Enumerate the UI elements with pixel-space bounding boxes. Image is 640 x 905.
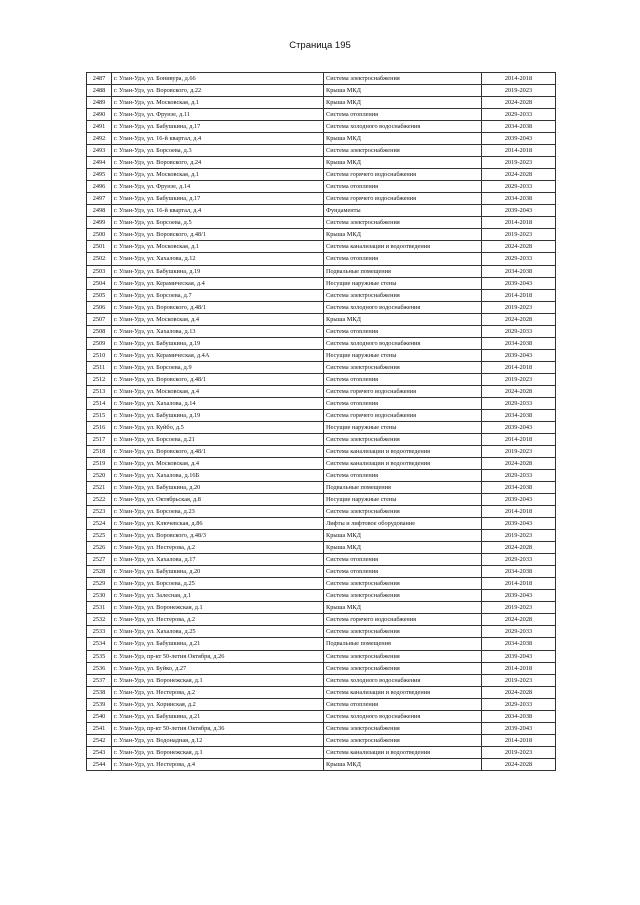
table-row (87, 445, 556, 457)
address-cell: г. Улан-Удэ, ул. Борсоева, д.25 (112, 578, 324, 590)
table-row (87, 530, 556, 542)
address-cell: г. Улан-Удэ, ул. Бабушкина, д.19 (112, 409, 324, 421)
repair-period-cell: 2024-2028 (482, 758, 556, 770)
building-system-cell: Система отопления (324, 253, 482, 265)
row-number-cell: 2500 (87, 229, 112, 241)
address-cell: г. Улан-Удэ, ул. Керамическая, д.4 (112, 277, 324, 289)
address-cell: г. Улан-Удэ, ул. Воровского, д.48/1 (112, 373, 324, 385)
row-number-cell: 2509 (87, 337, 112, 349)
address-cell: г. Улан-Удэ, ул. Бабушкина, д.20 (112, 482, 324, 494)
row-number-cell: 2531 (87, 602, 112, 614)
repair-period-cell: 2039-2043 (482, 277, 556, 289)
repair-period-cell: 2014-2018 (482, 734, 556, 746)
address-cell: г. Улан-Удэ, ул. Бабушкина, д.19 (112, 265, 324, 277)
row-number-cell: 2536 (87, 662, 112, 674)
building-system-cell: Лифты и лифтовое оборудование (324, 518, 482, 530)
row-number-cell: 2496 (87, 181, 112, 193)
row-number-cell: 2520 (87, 470, 112, 482)
building-system-cell: Несущие наружные стены (324, 494, 482, 506)
repair-period-cell: 2029-2033 (482, 181, 556, 193)
row-number-cell: 2510 (87, 349, 112, 361)
row-number-cell: 2527 (87, 554, 112, 566)
building-system-cell: Система отопления (324, 470, 482, 482)
repair-period-cell: 2039-2043 (482, 722, 556, 734)
row-number-cell: 2529 (87, 578, 112, 590)
address-cell: г. Улан-Удэ, ул. Московская, д.1 (112, 97, 324, 109)
row-number-cell: 2540 (87, 710, 112, 722)
repair-period-cell: 2034-2038 (482, 409, 556, 421)
repair-period-cell: 2014-2018 (482, 73, 556, 85)
building-system-cell: Система электроснабжения (324, 590, 482, 602)
table-row (87, 421, 556, 433)
table-row (87, 313, 556, 325)
table-row (87, 698, 556, 710)
building-system-cell: Крыша МКД (324, 85, 482, 97)
table-row (87, 614, 556, 626)
building-system-cell: Система электроснабжения (324, 662, 482, 674)
address-cell: г. Улан-Удэ, ул. Бабушкина, д.21 (112, 638, 324, 650)
address-cell: г. Улан-Удэ, ул. Московская, д.1 (112, 241, 324, 253)
address-cell: г. Улан-Удэ, ул. Водонадная, д.12 (112, 734, 324, 746)
row-number-cell: 2497 (87, 193, 112, 205)
table-row (87, 650, 556, 662)
row-number-cell: 2533 (87, 626, 112, 638)
address-cell: г. Улан-Удэ, ул. Борсоева, д.5 (112, 217, 324, 229)
table-row (87, 241, 556, 253)
building-system-cell: Система электроснабжения (324, 433, 482, 445)
address-cell: г. Улан-Удэ, ул. Залесная, д.1 (112, 590, 324, 602)
address-cell: г. Улан-Удэ, ул. Воровского, д.48/1 (112, 229, 324, 241)
repair-period-cell: 2019-2023 (482, 530, 556, 542)
address-cell: г. Улан-Удэ, ул. Нестерова, д.2 (112, 542, 324, 554)
repair-period-cell: 2019-2023 (482, 85, 556, 97)
table-row (87, 289, 556, 301)
address-cell: г. Улан-Удэ, ул. Воровского, д.48/1 (112, 445, 324, 457)
table-row (87, 746, 556, 758)
building-system-cell: Система горячего водоснабжения (324, 193, 482, 205)
table-row (87, 253, 556, 265)
repair-period-cell: 2024-2028 (482, 169, 556, 181)
row-number-cell: 2528 (87, 566, 112, 578)
address-cell: г. Улан-Удэ, ул. 16-й квартал, д.4 (112, 205, 324, 217)
repair-period-cell: 2034-2038 (482, 337, 556, 349)
table-row (87, 205, 556, 217)
address-cell: г. Улан-Удэ, ул. Борсоева, д.3 (112, 145, 324, 157)
table-row (87, 145, 556, 157)
repair-period-cell: 2019-2023 (482, 674, 556, 686)
building-system-cell: Система электроснабжения (324, 626, 482, 638)
row-number-cell: 2489 (87, 97, 112, 109)
address-cell: г. Улан-Удэ, ул. Бабушкина, д.20 (112, 566, 324, 578)
building-system-cell: Система электроснабжения (324, 289, 482, 301)
building-system-cell: Система отопления (324, 325, 482, 337)
building-system-cell: Система отопления (324, 566, 482, 578)
repair-period-cell: 2029-2033 (482, 698, 556, 710)
address-cell: г. Улан-Удэ, ул. Ключевская, д.86 (112, 518, 324, 530)
row-number-cell: 2498 (87, 205, 112, 217)
building-system-cell: Система отопления (324, 181, 482, 193)
row-number-cell: 2518 (87, 445, 112, 457)
address-cell: г. Улан-Удэ, ул. Воровского, д.24 (112, 157, 324, 169)
table-row (87, 554, 556, 566)
repair-period-cell: 2039-2043 (482, 494, 556, 506)
table-row (87, 566, 556, 578)
address-cell: г. Улан-Удэ, ул. Московская, д.1 (112, 169, 324, 181)
row-number-cell: 2492 (87, 133, 112, 145)
table-row (87, 73, 556, 85)
row-number-cell: 2523 (87, 506, 112, 518)
table-row (87, 193, 556, 205)
repair-period-cell: 2019-2023 (482, 373, 556, 385)
address-cell: г. Улан-Удэ, ул. Воровского, д.48/1 (112, 301, 324, 313)
row-number-cell: 2539 (87, 698, 112, 710)
table-row (87, 337, 556, 349)
building-system-cell: Система холодного водоснабжения (324, 301, 482, 313)
repair-period-cell: 2014-2018 (482, 433, 556, 445)
table-row (87, 542, 556, 554)
table-row (87, 494, 556, 506)
table-row (87, 97, 556, 109)
building-system-cell: Система канализации и водоотведения (324, 241, 482, 253)
building-system-cell: Система электроснабжения (324, 734, 482, 746)
repair-period-cell: 2039-2043 (482, 133, 556, 145)
repair-period-cell: 2039-2043 (482, 650, 556, 662)
address-cell: г. Улан-Удэ, ул. Московская, д.4 (112, 385, 324, 397)
building-system-cell: Система отопления (324, 373, 482, 385)
row-number-cell: 2513 (87, 385, 112, 397)
row-number-cell: 2541 (87, 722, 112, 734)
row-number-cell: 2524 (87, 518, 112, 530)
table-row (87, 602, 556, 614)
building-system-cell: Система отопления (324, 554, 482, 566)
address-cell: г. Улан-Удэ, ул. Хахалова, д.16Б (112, 470, 324, 482)
table-row (87, 349, 556, 361)
repair-period-cell: 2029-2033 (482, 253, 556, 265)
building-system-cell: Система холодного водоснабжения (324, 337, 482, 349)
row-number-cell: 2544 (87, 758, 112, 770)
building-system-cell: Система канализации и водоотведения (324, 746, 482, 758)
table-row (87, 301, 556, 313)
building-system-cell: Крыша МКД (324, 97, 482, 109)
row-number-cell: 2537 (87, 674, 112, 686)
building-system-cell: Система электроснабжения (324, 578, 482, 590)
row-number-cell: 2495 (87, 169, 112, 181)
address-cell: г. Улан-Удэ, ул. Нестерова, д.2 (112, 686, 324, 698)
repair-period-cell: 2024-2028 (482, 241, 556, 253)
table-row (87, 157, 556, 169)
row-number-cell: 2512 (87, 373, 112, 385)
row-number-cell: 2503 (87, 265, 112, 277)
address-cell: г. Улан-Удэ, ул. Борсоева, д.23 (112, 506, 324, 518)
repair-period-cell: 2014-2018 (482, 662, 556, 674)
building-system-cell: Система холодного водоснабжения (324, 674, 482, 686)
table-row (87, 590, 556, 602)
address-cell: г. Улан-Удэ, ул. 16-й квартал, д.4 (112, 133, 324, 145)
building-system-cell: Крыша МКД (324, 313, 482, 325)
row-number-cell: 2488 (87, 85, 112, 97)
row-number-cell: 2535 (87, 650, 112, 662)
table-row (87, 217, 556, 229)
table-row (87, 518, 556, 530)
building-system-cell: Система холодного водоснабжения (324, 121, 482, 133)
repair-period-cell: 2034-2038 (482, 566, 556, 578)
building-system-cell: Подвальные помещения (324, 482, 482, 494)
row-number-cell: 2543 (87, 746, 112, 758)
building-system-cell: Система электроснабжения (324, 361, 482, 373)
address-cell: г. Улан-Удэ, ул. Керамическая, д.4А (112, 349, 324, 361)
building-system-cell: Система горячего водоснабжения (324, 169, 482, 181)
building-system-cell: Система электроснабжения (324, 506, 482, 518)
repair-period-cell: 2034-2038 (482, 638, 556, 650)
repair-period-cell: 2024-2028 (482, 458, 556, 470)
building-system-cell: Система горячего водоснабжения (324, 409, 482, 421)
table-row (87, 361, 556, 373)
repair-schedule-table (86, 72, 556, 771)
address-cell: г. Улан-Удэ, ул. Нестерова, д.2 (112, 614, 324, 626)
table-row (87, 133, 556, 145)
building-system-cell: Крыша МКД (324, 758, 482, 770)
repair-period-cell: 2024-2028 (482, 614, 556, 626)
building-system-cell: Система электроснабжения (324, 145, 482, 157)
address-cell: г. Улан-Удэ, ул. Буйко, д.27 (112, 662, 324, 674)
table-row (87, 109, 556, 121)
row-number-cell: 2525 (87, 530, 112, 542)
repair-period-cell: 2034-2038 (482, 121, 556, 133)
repair-period-cell: 2039-2043 (482, 421, 556, 433)
address-cell: г. Улан-Удэ, ул. Воронежская, д.1 (112, 602, 324, 614)
address-cell: г. Улан-Удэ, ул. Бабушкина, д.19 (112, 337, 324, 349)
table-row (87, 506, 556, 518)
table-row (87, 85, 556, 97)
building-system-cell: Система горячего водоснабжения (324, 385, 482, 397)
table-row (87, 710, 556, 722)
row-number-cell: 2491 (87, 121, 112, 133)
table-row (87, 458, 556, 470)
repair-period-cell: 2024-2028 (482, 385, 556, 397)
building-system-cell: Система канализации и водоотведения (324, 686, 482, 698)
repair-period-cell: 2014-2018 (482, 578, 556, 590)
building-system-cell: Крыша МКД (324, 542, 482, 554)
address-cell: г. Улан-Удэ, ул. Воронежская, д.1 (112, 674, 324, 686)
table-row (87, 626, 556, 638)
row-number-cell: 2517 (87, 433, 112, 445)
repair-period-cell: 2024-2028 (482, 313, 556, 325)
address-cell: г. Улан-Удэ, ул. Борсоева, д.7 (112, 289, 324, 301)
repair-period-cell: 2019-2023 (482, 445, 556, 457)
table-row (87, 674, 556, 686)
repair-period-cell: 2024-2028 (482, 686, 556, 698)
row-number-cell: 2508 (87, 325, 112, 337)
repair-period-cell: 2034-2038 (482, 710, 556, 722)
address-cell: г. Улан-Удэ, ул. Хахалова, д.13 (112, 325, 324, 337)
repair-period-cell: 2029-2033 (482, 554, 556, 566)
building-system-cell: Крыша МКД (324, 157, 482, 169)
address-cell: г. Улан-Удэ, ул. Фрунзе, д.11 (112, 109, 324, 121)
address-cell: г. Улан-Удэ, пр-кт 50-летия Октября, д.36 (112, 722, 324, 734)
row-number-cell: 2526 (87, 542, 112, 554)
building-system-cell: Система электроснабжения (324, 73, 482, 85)
repair-period-cell: 2029-2033 (482, 626, 556, 638)
row-number-cell: 2487 (87, 73, 112, 85)
row-number-cell: 2514 (87, 397, 112, 409)
address-cell: г. Улан-Удэ, ул. Хахалова, д.17 (112, 554, 324, 566)
repair-period-cell: 2019-2023 (482, 746, 556, 758)
table-row (87, 722, 556, 734)
address-cell: г. Улан-Удэ, ул. Куйбо, д.5 (112, 421, 324, 433)
row-number-cell: 2538 (87, 686, 112, 698)
repair-period-cell: 2034-2038 (482, 193, 556, 205)
repair-period-cell: 2014-2018 (482, 289, 556, 301)
row-number-cell: 2501 (87, 241, 112, 253)
table-row (87, 734, 556, 746)
table-row (87, 181, 556, 193)
row-number-cell: 2494 (87, 157, 112, 169)
row-number-cell: 2499 (87, 217, 112, 229)
building-system-cell: Система отопления (324, 698, 482, 710)
building-system-cell: Система холодного водоснабжения (324, 710, 482, 722)
address-cell: г. Улан-Удэ, ул. Хахалова, д.12 (112, 253, 324, 265)
table-row (87, 397, 556, 409)
repair-period-cell: 2039-2043 (482, 590, 556, 602)
repair-period-cell: 2029-2033 (482, 397, 556, 409)
address-cell: г. Улан-Удэ, ул. Московская, д.4 (112, 458, 324, 470)
address-cell: г. Улан-Удэ, ул. Октябрьская, д.8 (112, 494, 324, 506)
table-row (87, 758, 556, 770)
building-system-cell: Крыша МКД (324, 229, 482, 241)
repair-period-cell: 2034-2038 (482, 482, 556, 494)
building-system-cell: Система электроснабжения (324, 722, 482, 734)
table-row (87, 385, 556, 397)
table-row (87, 662, 556, 674)
address-cell: г. Улан-Удэ, ул. Бабушкина, д.17 (112, 121, 324, 133)
building-system-cell: Фундаменты (324, 205, 482, 217)
row-number-cell: 2542 (87, 734, 112, 746)
address-cell: г. Улан-Удэ, ул. Хахалова, д.14 (112, 397, 324, 409)
building-system-cell: Крыша МКД (324, 602, 482, 614)
row-number-cell: 2519 (87, 458, 112, 470)
repair-period-cell: 2014-2018 (482, 217, 556, 229)
repair-period-cell: 2019-2023 (482, 602, 556, 614)
address-cell: г. Улан-Удэ, ул. Бонивура, д.66 (112, 73, 324, 85)
row-number-cell: 2511 (87, 361, 112, 373)
table-row (87, 121, 556, 133)
table-row (87, 578, 556, 590)
repair-period-cell: 2039-2043 (482, 518, 556, 530)
address-cell: г. Улан-Удэ, ул. Фрунзе, д.14 (112, 181, 324, 193)
row-number-cell: 2530 (87, 590, 112, 602)
table-row (87, 433, 556, 445)
row-number-cell: 2534 (87, 638, 112, 650)
table-row (87, 373, 556, 385)
address-cell: г. Улан-Удэ, ул. Воровского, д.22 (112, 85, 324, 97)
address-cell: г. Улан-Удэ, ул. Бабушкина, д.17 (112, 193, 324, 205)
address-cell: г. Улан-Удэ, ул. Московская, д.4 (112, 313, 324, 325)
row-number-cell: 2504 (87, 277, 112, 289)
table-row (87, 638, 556, 650)
repair-period-cell: 2024-2028 (482, 542, 556, 554)
row-number-cell: 2490 (87, 109, 112, 121)
table-row (87, 265, 556, 277)
row-number-cell: 2507 (87, 313, 112, 325)
table-row (87, 409, 556, 421)
table-row (87, 169, 556, 181)
row-number-cell: 2522 (87, 494, 112, 506)
table-row (87, 229, 556, 241)
repair-period-cell: 2019-2023 (482, 301, 556, 313)
row-number-cell: 2515 (87, 409, 112, 421)
building-system-cell: Система отопления (324, 109, 482, 121)
repair-period-cell: 2039-2043 (482, 205, 556, 217)
row-number-cell: 2516 (87, 421, 112, 433)
table-row (87, 482, 556, 494)
building-system-cell: Система горячего водоснабжения (324, 614, 482, 626)
building-system-cell: Система электроснабжения (324, 650, 482, 662)
row-number-cell: 2493 (87, 145, 112, 157)
building-system-cell: Система канализации и водоотведения (324, 458, 482, 470)
repair-period-cell: 2014-2018 (482, 506, 556, 518)
address-cell: г. Улан-Удэ, ул. Бабушкина, д.21 (112, 710, 324, 722)
building-system-cell: Система канализации и водоотведения (324, 445, 482, 457)
building-system-cell: Подвальные помещения (324, 265, 482, 277)
table-row (87, 325, 556, 337)
repair-period-cell: 2029-2033 (482, 470, 556, 482)
building-system-cell: Несущие наружные стены (324, 421, 482, 433)
address-cell: г. Улан-Удэ, ул. Борсоева, д.9 (112, 361, 324, 373)
address-cell: г. Улан-Удэ, ул. Воронежская, д.1 (112, 746, 324, 758)
repair-period-cell: 2034-2038 (482, 265, 556, 277)
table-row (87, 686, 556, 698)
row-number-cell: 2521 (87, 482, 112, 494)
building-system-cell: Система электроснабжения (324, 217, 482, 229)
table-body (87, 73, 556, 771)
page-number-header: Страница 195 (289, 40, 351, 51)
repair-period-cell: 2019-2023 (482, 157, 556, 169)
table-row (87, 470, 556, 482)
repair-period-cell: 2024-2028 (482, 97, 556, 109)
address-cell: г. Улан-Удэ, ул. Хоринская, д.2 (112, 698, 324, 710)
row-number-cell: 2502 (87, 253, 112, 265)
address-cell: г. Улан-Удэ, ул. Воровского, д.48/3 (112, 530, 324, 542)
address-cell: г. Улан-Удэ, ул. Борсоева, д.21 (112, 433, 324, 445)
address-cell: г. Улан-Удэ, ул. Хахалова, д.25 (112, 626, 324, 638)
row-number-cell: 2506 (87, 301, 112, 313)
address-cell: г. Улан-Удэ, пр-кт 50-летия Октября, д.26 (112, 650, 324, 662)
row-number-cell: 2532 (87, 614, 112, 626)
repair-period-cell: 2014-2018 (482, 361, 556, 373)
repair-period-cell: 2039-2043 (482, 349, 556, 361)
repair-period-cell: 2014-2018 (482, 145, 556, 157)
building-system-cell: Крыша МКД (324, 133, 482, 145)
address-cell: г. Улан-Удэ, ул. Нестерова, д.4 (112, 758, 324, 770)
repair-period-cell: 2019-2023 (482, 229, 556, 241)
building-system-cell: Несущие наружные стены (324, 277, 482, 289)
repair-period-cell: 2029-2033 (482, 109, 556, 121)
building-system-cell: Крыша МКД (324, 530, 482, 542)
building-system-cell: Система отопления (324, 397, 482, 409)
table-row (87, 277, 556, 289)
row-number-cell: 2505 (87, 289, 112, 301)
building-system-cell: Подвальные помещения (324, 638, 482, 650)
building-system-cell: Несущие наружные стены (324, 349, 482, 361)
repair-period-cell: 2029-2033 (482, 325, 556, 337)
